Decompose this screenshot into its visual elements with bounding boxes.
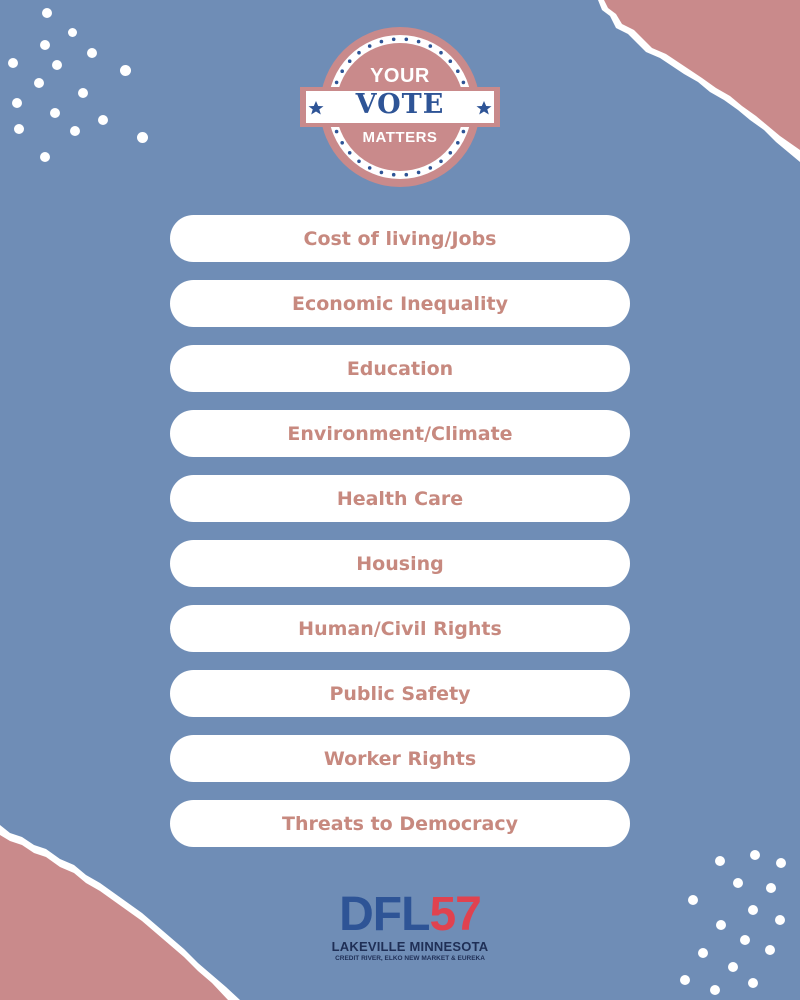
issue-list: [170, 215, 630, 865]
dot: [137, 132, 148, 143]
dot: [68, 28, 77, 37]
dot: [98, 115, 108, 125]
issue-item: Housing: [170, 540, 630, 587]
logo-mark: [330, 888, 490, 941]
badge-main-text: VOTE: [355, 89, 445, 120]
issue-item: Public Safety: [170, 670, 630, 717]
issue-item: Worker Rights: [170, 735, 630, 782]
dot: [12, 98, 22, 108]
dot: [40, 152, 50, 162]
logo-number: 57: [429, 888, 481, 941]
ring-star-icon: [392, 38, 396, 42]
issue-item: Threats to Democracy: [170, 800, 630, 847]
dot: [750, 850, 760, 860]
ring-star-icon: [429, 44, 433, 48]
issue-item: Environment/Climate: [170, 410, 630, 457]
dot: [748, 905, 758, 915]
dot: [40, 40, 50, 50]
ring-star-icon: [392, 173, 396, 177]
your-vote-matters-badge: [298, 25, 502, 189]
dot: [776, 858, 786, 868]
dfl57-logo: [330, 888, 490, 962]
dot: [775, 915, 785, 925]
ring-star-icon: [348, 151, 352, 155]
ring-star-icon: [417, 40, 421, 44]
dot: [698, 948, 708, 958]
ring-star-icon: [439, 160, 443, 164]
dot: [710, 985, 720, 995]
issue-item: Education: [170, 345, 630, 392]
ring-star-icon: [439, 51, 443, 55]
dot: [52, 60, 62, 70]
ring-star-icon: [380, 40, 384, 44]
issue-item: Economic Inequality: [170, 280, 630, 327]
dot: [78, 88, 88, 98]
ring-star-icon: [405, 38, 409, 42]
dot: [740, 935, 750, 945]
dot: [728, 962, 738, 972]
ring-star-icon: [368, 44, 372, 48]
ring-star-icon: [348, 59, 352, 63]
dot: [14, 124, 24, 134]
dot: [34, 78, 44, 88]
ring-star-icon: [357, 160, 361, 164]
issue-item: Health Care: [170, 475, 630, 522]
issue-item: Cost of living/Jobs: [170, 215, 630, 262]
ring-star-icon: [380, 171, 384, 175]
dot: [715, 856, 725, 866]
dot: [680, 975, 690, 985]
ring-star-icon: [368, 166, 372, 170]
dot: [42, 8, 52, 18]
badge-top-text: YOUR: [370, 65, 430, 87]
dot: [8, 58, 18, 68]
dot: [733, 878, 743, 888]
logo-location: LAKEVILLE MINNESOTA: [331, 939, 489, 954]
ring-star-icon: [429, 166, 433, 170]
dot: [70, 126, 80, 136]
issue-item: Human/Civil Rights: [170, 605, 630, 652]
ring-star-icon: [449, 59, 453, 63]
ring-star-icon: [449, 151, 453, 155]
dot: [765, 945, 775, 955]
logo-subtitle: CREDIT RIVER, ELKO NEW MARKET & EUREKA: [335, 955, 485, 962]
dot: [766, 883, 776, 893]
dot: [50, 108, 60, 118]
ring-star-icon: [357, 51, 361, 55]
ring-star-icon: [405, 173, 409, 177]
dot: [716, 920, 726, 930]
dot: [120, 65, 131, 76]
dot: [748, 978, 758, 988]
badge-bottom-text: MATTERS: [362, 129, 438, 146]
logo-letters: DFL: [339, 888, 430, 941]
dot: [87, 48, 97, 58]
dot: [688, 895, 698, 905]
torn-paper-corner-top-right: [590, 0, 800, 170]
ring-star-icon: [417, 171, 421, 175]
